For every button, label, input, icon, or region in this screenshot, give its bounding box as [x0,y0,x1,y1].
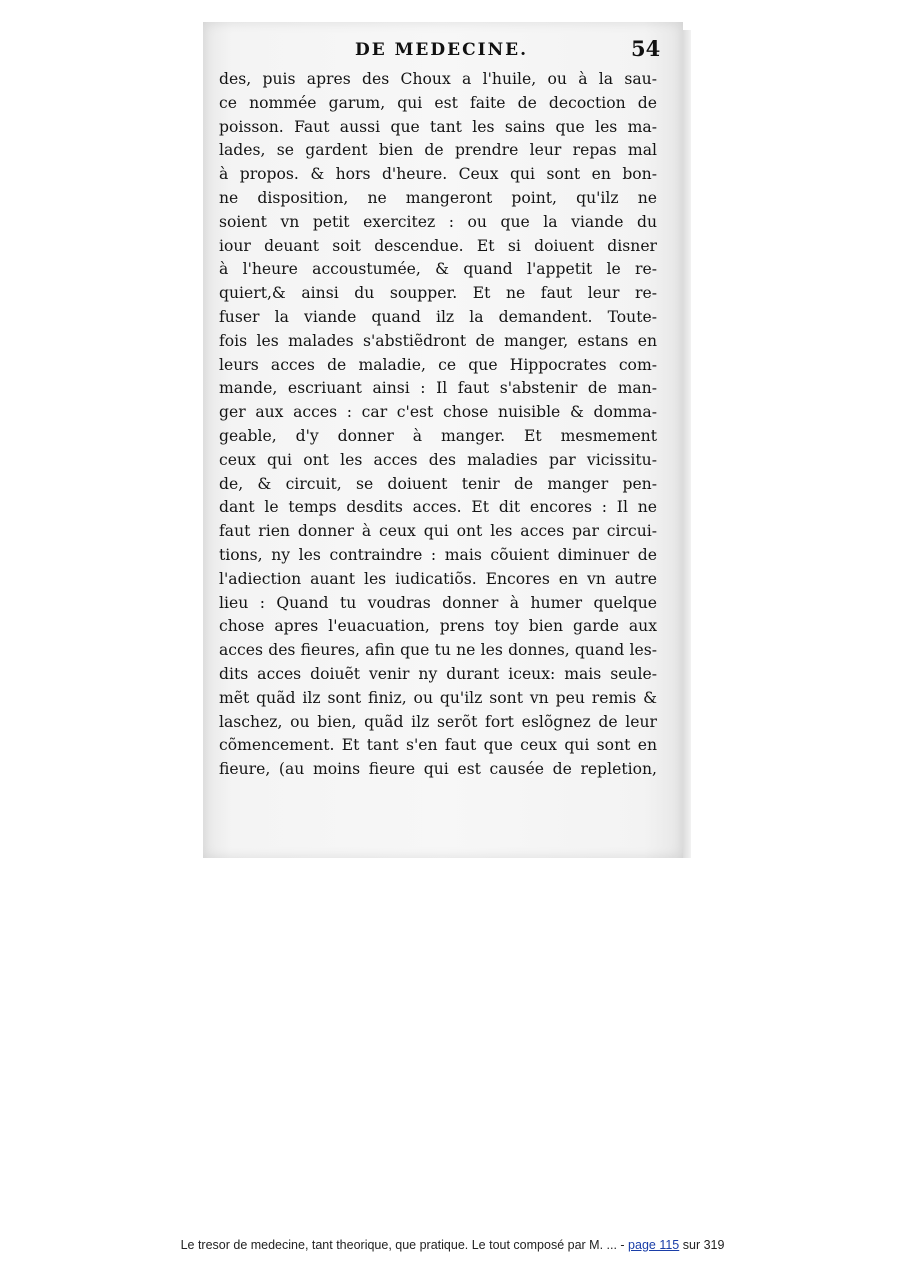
text-line: mẽt quãd ilz sont finiz, ou qu'ilz sont vn peu remis & [219,688,657,707]
text-line: ce nommée garum, qui est faite de decoction de [219,93,657,112]
text-line: à l'heure accoustumée, & quand l'appetit le re- [219,260,657,279]
text-line: fois les malades s'abstiẽdront de manger, estans en [219,331,657,350]
text-line: ne disposition, ne mangeront point, qu'ilz ne [219,188,657,207]
text-line: dant le temps desdits acces. Et dit encores : Il ne [219,498,657,517]
footer-caption [0,1238,905,1252]
text-line: acces des fieures, afin que tu ne les donnes, quand les- [219,641,657,660]
text-line: lieu : Quand tu voudras donner à humer quelque [219,593,657,612]
text-line: l'adiection auant les iudicatiõs. Encores en vn autre [219,569,657,588]
text-line: iour deuant soit descendue. Et si doiuent disner [219,236,657,255]
page-link[interactable]: page 115 [628,1238,680,1252]
text-line: laschez, ou bien, quãd ilz serõt fort eslõgnez de leur [219,712,657,731]
text-line: fuser la viande quand ilz la demandent. Toute- [219,307,657,326]
text-line: poisson. Faut aussi que tant les sains que les ma- [219,117,657,136]
text-line: leurs acces de maladie, ce que Hippocrates com- [219,355,657,374]
scan-edge [683,30,691,858]
text-line: ceux qui ont les acces des maladies par vicissitu- [219,450,657,469]
text-line: lades, se gardent bien de prendre leur repas mal [219,141,657,160]
text-line: tions, ny les contraindre : mais cõuient diminuer de [219,545,657,564]
text-line: cõmencement. Et tant s'en faut que ceux qui sont en [219,736,657,755]
text-line: faut rien donner à ceux qui ont les acces par circui- [219,522,657,541]
text-line: fieure, (au moins fieure qui est causée de repletion, [219,760,657,779]
text-line: à propos. & hors d'heure. Ceux qui sont en bon- [219,165,657,184]
text-line: ger aux acces : car c'est chose nuisible & domma- [219,403,657,422]
text-line: soient vn petit exercitez : ou que la viande du [219,212,657,231]
text-line: dits acces doiuẽt venir ny durant iceux: mais seule- [219,664,657,683]
text-line: geable, d'y donner à manger. Et mesmement [219,426,657,445]
page-count: sur 319 [679,1238,725,1252]
page-number: 54 [631,36,661,61]
text-line: quiert,& ainsi du soupper. Et ne faut leur re- [219,284,657,303]
book-title: Le tresor de medecine, tant theorique, que pratique. Le tout composé par M. ... - [180,1238,629,1252]
running-head: DE MEDECINE. [355,40,528,60]
text-line: de, & circuit, se doiuent tenir de manger pen- [219,474,657,493]
text-line: des, puis apres des Choux a l'huile, ou à la sau- [219,70,657,88]
body-text [219,68,657,782]
text-line: mande, escriuant ainsi : Il faut s'abstenir de man- [219,379,657,398]
text-line: chose apres l'euacuation, prens toy bien garde aux [219,617,657,636]
